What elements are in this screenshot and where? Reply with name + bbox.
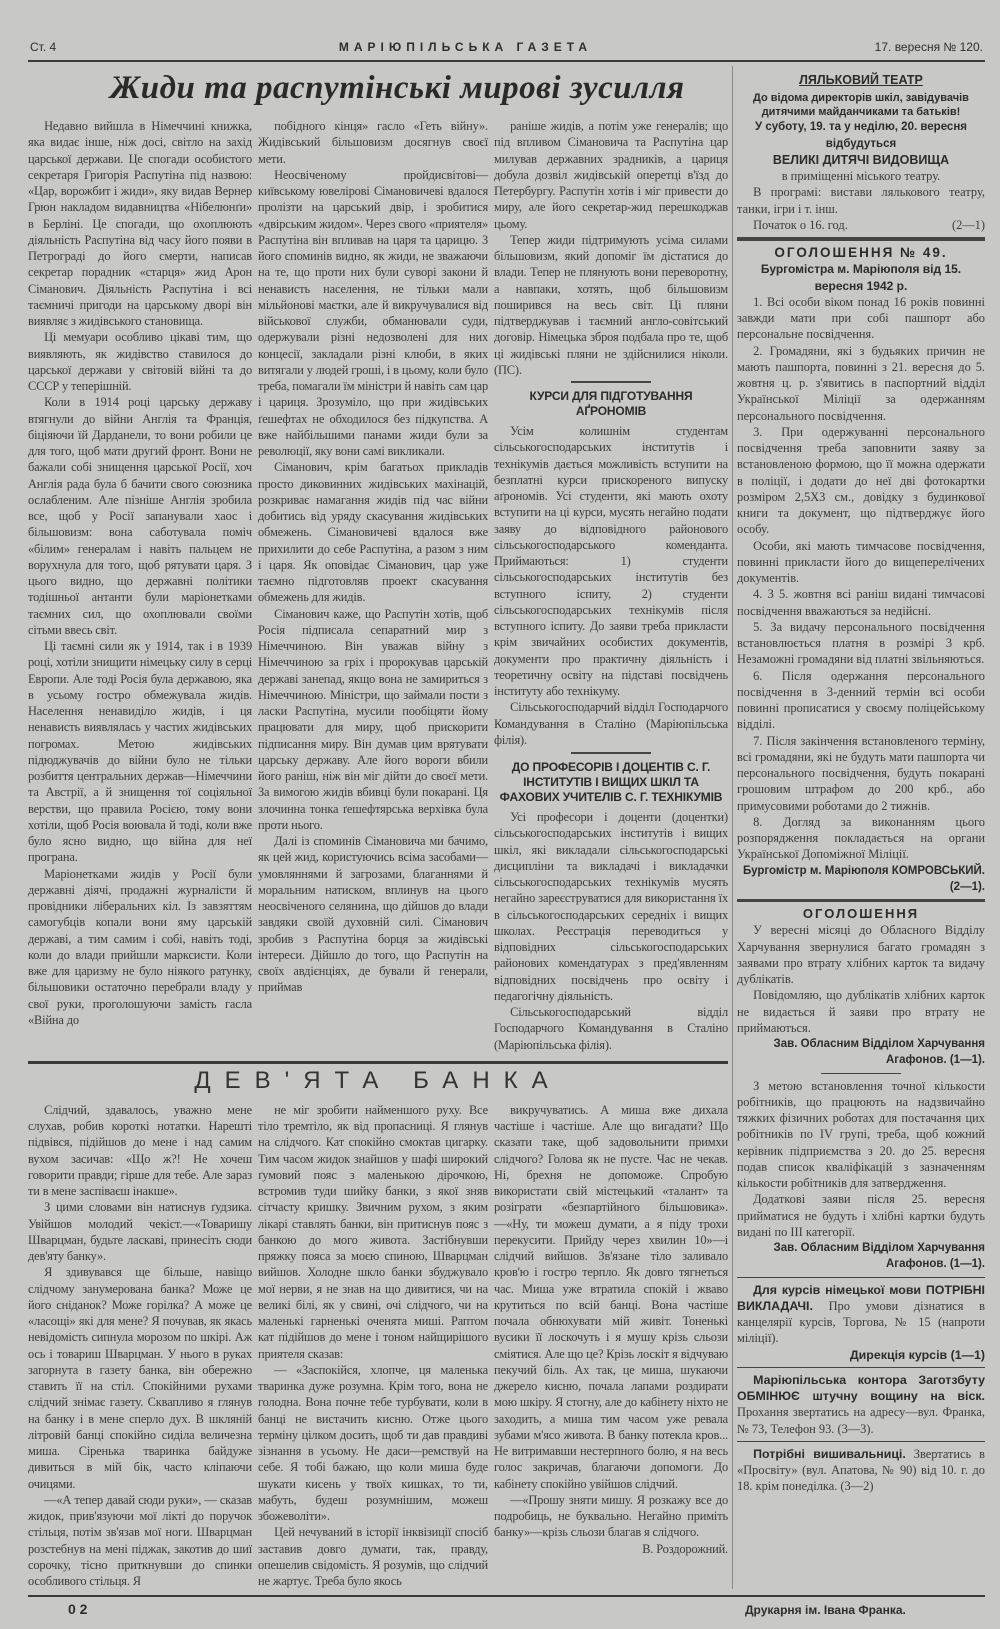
story-columns	[28, 1102, 728, 1590]
paragraph: Повідомляю, що дублікатів хлібних карток не видається й заяви про втрату не приймаються.	[737, 988, 985, 1035]
ad-bold: Маріюпільська контора Заготзбуту ОБМІНЮЄ штучну вощину на віск.	[737, 1372, 985, 1403]
footer-rule	[28, 1595, 985, 1597]
story-title: ДЕВ'ЯТА БАНКА	[194, 1066, 562, 1094]
article-ending	[494, 118, 728, 378]
paragraph: Сільськогосподарчий відділ Господарчого Командування в Сталіно (Маріюпільська філія).	[494, 700, 728, 747]
paragraph: Особи, які мають тимчасове посвідчення, повинні прикласти його до вищеперелічених документів.	[737, 538, 985, 585]
issue-date: 17. вересня № 120.	[874, 40, 983, 54]
notice2-signature: Зав. Обласним Відділом Харчування Агафонов. (1—1).	[773, 1242, 985, 1271]
paragraph: 7. Після закінчення встановленого терміну, всі громадяни, які не будуть мати пашпорта чи персонального посвідчення, будуть покарані грошовим штрафом до 200 крб., або примусовими роботами до 2 тижнів.	[737, 733, 985, 813]
page-header	[28, 40, 985, 54]
paragraph: Коли в 1914 році царську державу втягнули до війни Англія та Франція, біціяючи їй Дарданели, то вони робили це для того, щоб мати другий фронт. Вони не бажали собі знищення царської Росії, хоч Англія рада була б бачити свого союзника ослабленим. Але пізніше Англія зробила все, щоб у Росії запанували хаос і більшовизм: вона саботувала поміч «білим» генералам і навіть пальцем не ворухнула для того, щоб рятувати царя. З цього видно, що державні політики тодішньої антанти були маріонетками таємних сил, що охоплювали своїми сітьми ввесь світ.	[28, 395, 252, 637]
paragraph: побідного кінця» гасло «Геть війну». Жидівський більшовизм досягнув своєї мети.	[258, 119, 488, 166]
right-column	[737, 66, 985, 1495]
theatre-event: ВЕЛИКІ ДИТЯЧІ ВИДОВИЩА	[772, 152, 950, 167]
article-column-3	[494, 118, 728, 1053]
article-headline: Жиди та распутінські мирові зусилля	[110, 70, 685, 106]
theatre-line: До відома директорів шкіл, завідувачів дитячими майданчиками та батьків!	[753, 92, 969, 119]
theatre-line: У суботу, 19. та у неділю, 20. вересня відбудуться	[755, 121, 967, 150]
story-author: В. Роздорожний.	[642, 1541, 728, 1556]
notice2-text	[737, 1078, 985, 1241]
notice49-title: ОГОЛОШЕННЯ № 49.	[774, 245, 948, 260]
paragraph: не міг зробити найменшого руху. Все тіло тремтіло, як від пропасниці. Я глянув на слідчого. Кат спокійно смоктав цигарку. Тим часом жидок знайшов у шафі широкий ґумовий пояс з маленькою дірочкою, встромив туди шийку банки, з якої зняв сітчасту кришку. Звичним рухом, з яким лікарі ставлять банки, він притиснув пояс з банкою до мого живота. Застібнувши пряжку пояса за моєю спиною, Шварцман вийшов. Холодне шкло банки збуджувало мої нерви, я не знав на що дивитися, чи на великі білі, як у свині, очі слідчого, чи на маленькі гарненькі оченята миші. Раптом кат підійшов до мене і тоном найщирішого приятеля сказав:	[258, 1102, 488, 1361]
notice2-text	[737, 922, 985, 1036]
divider	[571, 752, 651, 754]
paragraph: Недавно вийшла в Німеччині книжка, яка видає інше, ніж досі, світло на захід царської держави. Це спогади особистого секретаря Григорія Распутіна під назвою: «Цар, ворожбит і жиди», яку видав Вернер Грюн накладом видавництва «Нібелюнґи» в Берліні. Це спогади, що охоплюють діяльність Распутіна від часу його появи в Петрограді до його смерти, написав секретар порадник «старця» жид Арон Сіманович. Діяльність Распутіна і всі таємничі пригоди на царському дворі він виявляє з жидівського становища.	[28, 119, 252, 328]
header-rule	[28, 60, 985, 62]
theatre-line: В програмі: вистави лялькового театру, танки, ігри і т. інш.	[737, 185, 985, 216]
paragraph: З цими словами він натиснув ґудзика. Увійшов молодий чекіст.—«Товаришу Шварцман, будьте ласкаві, принесіть сюди дев'яту банку».	[28, 1200, 252, 1263]
section-rule	[28, 1061, 728, 1064]
paragraph: Ці мемуари особливо цікаві тим, що виявляють, як жидівство ставилося до царської держави у світовій війні та до СССР у теперішній.	[28, 330, 252, 393]
notice2-title: ОГОЛОШЕННЯ	[802, 906, 920, 921]
paragraph: Додаткові заяви після 25. вересня прийматися не будуть і хлібні картки будуть видані по III категорії.	[737, 1192, 985, 1239]
notice2-signature: Зав. Обласним Відділом Харчування Агафонов. (1—1).	[773, 1038, 985, 1067]
paragraph: Сіманович каже, що Распутін хотів, щоб Росія підписала сепаратний мир з Німеччиною. Він уважав війну з Німеччиною за гріх і пророкував царській державі занепад, якщо вона не замириться з Німеччиною. Міністри, що займали пости з ласки Распутіна, мусили пообіцяти йому працювати для миру, щоб прискорити підписання миру. Він думав цим врятувати царську державу. Але його вороги вбили його раніш, ніж він міг дійти до своєї мети. За вимогою жидів вбивці були покарані. Ця злочинна тонка ґешефтярська верхівка була проти нього.	[258, 606, 488, 832]
paragraph: раніше жидів, а потім уже генералів; що під впливом Сімановича та Распутіна цар милував державних зрадників, а цариця добула дозвіл жидівській оперетці в'їзд до Петербургу. Распутін хотів і міг привести до миру, але його секретар-жид перешкоджав цьому.	[494, 119, 728, 231]
paragraph: Сільськогосподарський відділ Господарчого Командування в Сталіно (Маріюпільська філія).	[494, 1005, 728, 1052]
ad-wax	[737, 1372, 985, 1437]
theatre-time: Початок о 16. год.	[753, 217, 848, 232]
professors-notice-text	[494, 809, 728, 1053]
article-column-2	[258, 118, 488, 996]
ad-bold: Для курсів німецької мови ПОТРІБНІ ВИКЛАДАЧІ.	[737, 1282, 985, 1313]
paragraph: — «Заспокійся, хлопче, ця маленька тваринка дуже розумна. Крім того, вона не голодна. Вона почне тебе турбувати, коли в банці не вистачить кисню. Отже цього терміну цілком досить, щоб ти дав правдиві зізнання в усьому. Не даси—ремствуй на себе. Я тобі бажаю, що коли миша буде шукати кисень у твоїх кишках, то ти, мабуть, будеш розумнішим, можеш збожеволіти».	[258, 1362, 488, 1523]
newspaper-title: МАРІЮПІЛЬСЬКА ГАЗЕТА	[338, 40, 593, 54]
story-column-1	[28, 1102, 252, 1590]
paragraph: 3. При одержуванні персонального посвідчення треба заповнити заяву за встановленою формою, що її можна одержати в поліції, і додати до неї дві фотокартки розміром 2,5Х3 см., довідку з будинкової книги та документ, що підтверджує його особу.	[737, 424, 985, 537]
ad-text: Прохання звертатись на адресу—вул. Франка, № 73, Телефон 93. (3—3).	[737, 1405, 985, 1436]
notice49-signature: Бургомістр м. Маріюполя КОМРОВСЬКИЙ. (2—1).	[743, 864, 985, 893]
ad-text: Звертатись в «Просвіту» (вул. Апатова, № 90) від 10. г. до 18. крім понеділка. (3—2)	[737, 1446, 985, 1494]
ad-signature: Дирекція курсів (1—1)	[849, 1347, 985, 1362]
divider	[737, 237, 985, 241]
article-columns	[28, 118, 728, 1053]
paragraph: 2. Громадяни, які з будьяких причин не мають пашпорта, повинні з 21. вересня до 5. жовтня ц. р. з'явитись в паспортний відділ Української Міліції за одержанням персонального посвідчення.	[737, 343, 985, 423]
paragraph: Усім колишнім студентам сільськогосподарських інститутів і технікумів дається можливість вступити на безплатні курси прискореного випуску аґрономів. Усі студенти, які мають охоту вступити на ці курси, мусять негайно подати заяву до відповідного районового сільськогосподарського коменданта. Приймаються: 1) студенти сільськогосподарських інститутів без вступного іспиту, 2) студенти сільськогосподарських технікумів після вступного іспиту. До заяви треба прикласти крім звичайних особистих документів, документи про практичну діяльність і теоретичну освіту на підставі посвідчень інституту або технікуму.	[494, 424, 728, 698]
paragraph: Цей нечуваний в історії інквізиції спосіб заставив довго думати, так, правду, опешелив свідомість. Я розумів, що слідчий не жартує. Треба було якось	[258, 1525, 488, 1588]
paragraph: Слідчий, здавалось, уважно мене слухав, робив короткі нотатки. Нарешті підвівся, підійшов до мене і над самим вухом засичав: «Що ж?! Не хочеш говорити правди; гірше для тебе. Але зараз ти в мене заспіваєш інакше».	[28, 1102, 252, 1198]
agro-courses-text	[494, 423, 728, 748]
paragraph: Ці таємні сили як у 1914, так і в 1939 році, хотіли знищити німецьку силу в серці Европи. Але тоді Росія була державою, яка в усьому гостро обмежувала жидів. Населення ненавиділо жидів, і ця ненависть виявлялась у частих жидівських погромах. Метою жидівських підюджувачів до війни було не тільки розбиття центральних держав—Німеччини та Австрії, а й знищення тої соціяльної верстви, що правила Росією, тому вони хотіли, щоб Росія воювала й тоді, коли вже було ясно видно, що війна для неї програна.	[28, 639, 252, 865]
story-column-2	[258, 1102, 488, 1590]
paragraph: З метою встановлення точної кількости робітників, що працюють на надзвичайно тяжких фізичних роботах для постачання цих робітників по IV групі, треба, щоб кожний керівник підприємства з 20. до 25. вересня подав список кваліфікацій з зазначенням кількости робітників для затвердження.	[737, 1078, 985, 1190]
theatre-footer	[737, 217, 985, 233]
paragraph: —«Прошу зняти мишу. Я розкажу все до подробиць, не буквально. Негайно приміть банку»—крізь сльози благав я слідчого.	[494, 1492, 728, 1540]
column-rule	[732, 66, 733, 1589]
paragraph: Далі із споминів Сімановича ми бачимо, як цей жид, користуючись всіма засобами—умовляннями й загрозами, благаннями й моральним натиском, вплинув на цього неосвіченого селянина, що дійшов до влади завдяки своїй духовній силі. Сіманович зробив з Распутіна борця за жидівські інтереси. Дійшло до того, що Распутін на своїх авдієнціях, де бували й генерали, приймав	[258, 834, 488, 995]
divider	[737, 1277, 985, 1278]
page-footer	[28, 1601, 985, 1617]
ad-bold: Потрібні вишивальниці.	[753, 1446, 906, 1461]
paragraph: 5. За видачу персонального посвідчення встановлюється платня в розмірі 3 крб. Незаможні громадяни від платні звільняються.	[737, 619, 985, 667]
ad-embroiderers	[737, 1446, 985, 1495]
paragraph: викручуватись. А миша вже дихала частіше і частіше. Але що вигадати? Що сказати таке, щоб задовольнити примхи слідчого? Голова як не пусте. Час не чекав. Ні, брехня не допоможе. Спробую використати свій містецький «талант» та розіграти «безпартійного більшовика».—«Ну, ти можеш думати, а я піду трохи перекусити. Прийду через хвилин 10»—і слідчий вийшов. Зв'язане тіло заливало кров'ю і гостро терпло. Як довго тягнеться час. Миша уже втратила спокій і жваво крутиться по всій банці. Вона частіше почала обнюхувати мій живіт. Тоненькі вусики її лоскочуть і я мушу крізь сльози сміятися. Але що це? Крізь лоскіт я відчуваю пекучий біль. Ах так, це миша, шукаючи джерело кисню, почала лапами роздирати мою шкіру. Я стогну, але до кабінету ніхто не заходить, а миша тим часом уже ревала зубами м'ясо живота. В банку потекла кров... Не витримавши нестерпного болю, я на весь голос закричав, благаючи допомоги. До кабінету спокійно увійшов слідчий.	[494, 1102, 728, 1491]
divider	[737, 1441, 985, 1442]
footer-mark: 0 2	[68, 1601, 88, 1618]
paragraph: Неосвіченому пройдисвітові—київському ювелірові Сімановичеві вдалося пролізти на царський двір, і зробитися «двірським жидом». Через свого «приятеля» Распутіна він впливав на царя та царицю. З його споминів видно, як жиди, не зважаючи на те, що проти них були суворі закони й ненависть населення, не тільки мали мільйонові маєтки, але й викручувалися від військової служби, обманювали суди, одержували різні недозволені для них концесії, закладали різні клюби, в яких витягали у людей гроші, і в цьому, коли було треба, помагали їм міністри й навіть сам цар і цариця. Зрозуміло, що при жидівських ґешефтах не обходилося без підкупства. А вже найбільшими панами жиди були за революції, яку вони самі викликали.	[258, 167, 488, 458]
page-number: Ст. 4	[30, 40, 57, 54]
theatre-title: ЛЯЛЬКОВИЙ ТЕАТР	[799, 73, 923, 87]
printer-credit: Друкарня ім. Івана Франка.	[745, 1603, 906, 1618]
paragraph: Маріонетками жидів у Росії були державні діячі, продажні журналісти й провідники ліберальних кіл. Із завзяттям самогубців копали вони яму царській державі, а тим самим і собі, навіть тоді, коли до влади прийшли марксисти. Коли вже для царизму не було ніякого ратунку, більшовики остаточно перебрали владу у свої руки, проголошуючи замість гасла «Війна до	[28, 866, 252, 1027]
paragraph: 8. Догляд за виконанням цього розпорядження покладається на органи Української Допоміжної Міліції.	[737, 814, 985, 862]
paragraph: 1. Всі особи віком понад 16 років повинні завжди мати при собі пашпорт або персональне посвідчення.	[737, 294, 985, 342]
divider	[737, 899, 985, 902]
theatre-line: в приміщенні міського театру.	[781, 169, 941, 183]
notice49-items	[737, 294, 985, 863]
story-text	[494, 1102, 728, 1541]
paragraph: Я здивувався ще більше, навіщо слідчому занумерована банка? Може це його сніданок? Може горілка? А може це «ласощі» які для мене? Я почував, як якась невідомість сипнула морозом по шкірі. Аж ось і товариш Шварцман. У нього в руках загорнута в газету банка, він обережно ставить її на стіл. Спокійними рухами слідчий знімає газету. Сквапливо я глянув на банку і в мене сперло дух. В шкляній літровій банці спокійно сиділа величезна миша. Сіренька тваринка байдуже дивиться в мій бік, часто кліпаючи очицями.	[28, 1265, 252, 1491]
page-body	[28, 66, 985, 1589]
story-column-3	[494, 1102, 728, 1557]
ad-mark: (2—1)	[951, 217, 985, 232]
paragraph: Сіманович, крім багатьох прикладів просто диковинних жидівських махінацій, розкриває намагання жидів під час війни добитись від уряду скасування жидівських обмежень. Сімановичеві вдалося вже прихилити до себе Распутіна, а разом з ним і царя. Як оповідає Сіманович, цар уже таємно підготовляв проект скасування обмежень для жидів.	[258, 460, 488, 605]
paragraph: Тепер жиди підтримують усіма силами більшовизм, який допоміг їм дістатися до влади. Тепер не плянують вони переворотну, а навпаки, хотять, щоб більшовизм поширився на весь світ. Ці пляни підтверджував і таємний англо-совітський договір. Німецька зброя подбала про те, щоб ці жидівські пляни не здійснилися ніколи. (ПС).	[494, 232, 728, 377]
ad-teachers	[737, 1282, 985, 1347]
paragraph: 4. З 5. жовтня всі раніш видані тимчасові посвідчення вважаються за недійсні.	[737, 587, 985, 618]
article-column-1	[28, 118, 252, 1028]
paragraph: У вересні місяці до Обласного Відділу Харчування звернулися багато громадян з заявами про втрату хлібних карток та видачу дублікатів.	[737, 923, 985, 986]
paragraph: —«А тепер давай сюди руки», — сказав жидок, прив'язуючи мої лікті до поручок стільця, потім зв'язав мої ноги. Шварцман розстебнув на мені піджак, закотив до шиї сорочку, тісно приткнувши до спинки особливого стільця. Я	[28, 1492, 252, 1588]
paragraph: 6. Після одержання персонального посвідчення в 3-денний термін всі особи повинні прописатися у своєму поліцейському відділі.	[737, 668, 985, 732]
divider	[821, 1073, 901, 1074]
ad-text: Про умови дізнатися в канцелярії курсів, Торгова, № 15 (напроти міліції).	[737, 1298, 985, 1346]
agro-courses-title: КУРСИ ДЛЯ ПІДГОТУВАННЯ АҐРОНОМІВ	[529, 389, 693, 418]
divider	[571, 381, 651, 383]
professors-notice-title: ДО ПРОФЕСОРІВ І ДОЦЕНТІВ С. Г. ІНСТИТУТІВ І ВИЩИХ ШКІЛ ТА ФАХОВИХ УЧИТЕЛІВ С. Г. ТЕХНІКУМІВ	[499, 760, 723, 804]
paragraph: Усі професори і доценти (доцентки) сільськогосподарських інститутів і вищих шкіл, які викладали сільськогосподарські дисципліни та викладачі і викладачки сільськогосподарських технікумів мусять негайно зареєструватися для використання їх в сільськогосподарських середніх і вищих школах. Реєстрація переводиться у відповідних сільськогосподарських районових комендатурах з пред'явленням відповідних посвідчень про освіту і педагогічну діяльність.	[494, 810, 728, 1003]
notice49-subtitle: Бургомістра м. Маріюполя від 15. вересня 1942 р.	[760, 262, 962, 293]
left-section	[28, 66, 728, 1589]
